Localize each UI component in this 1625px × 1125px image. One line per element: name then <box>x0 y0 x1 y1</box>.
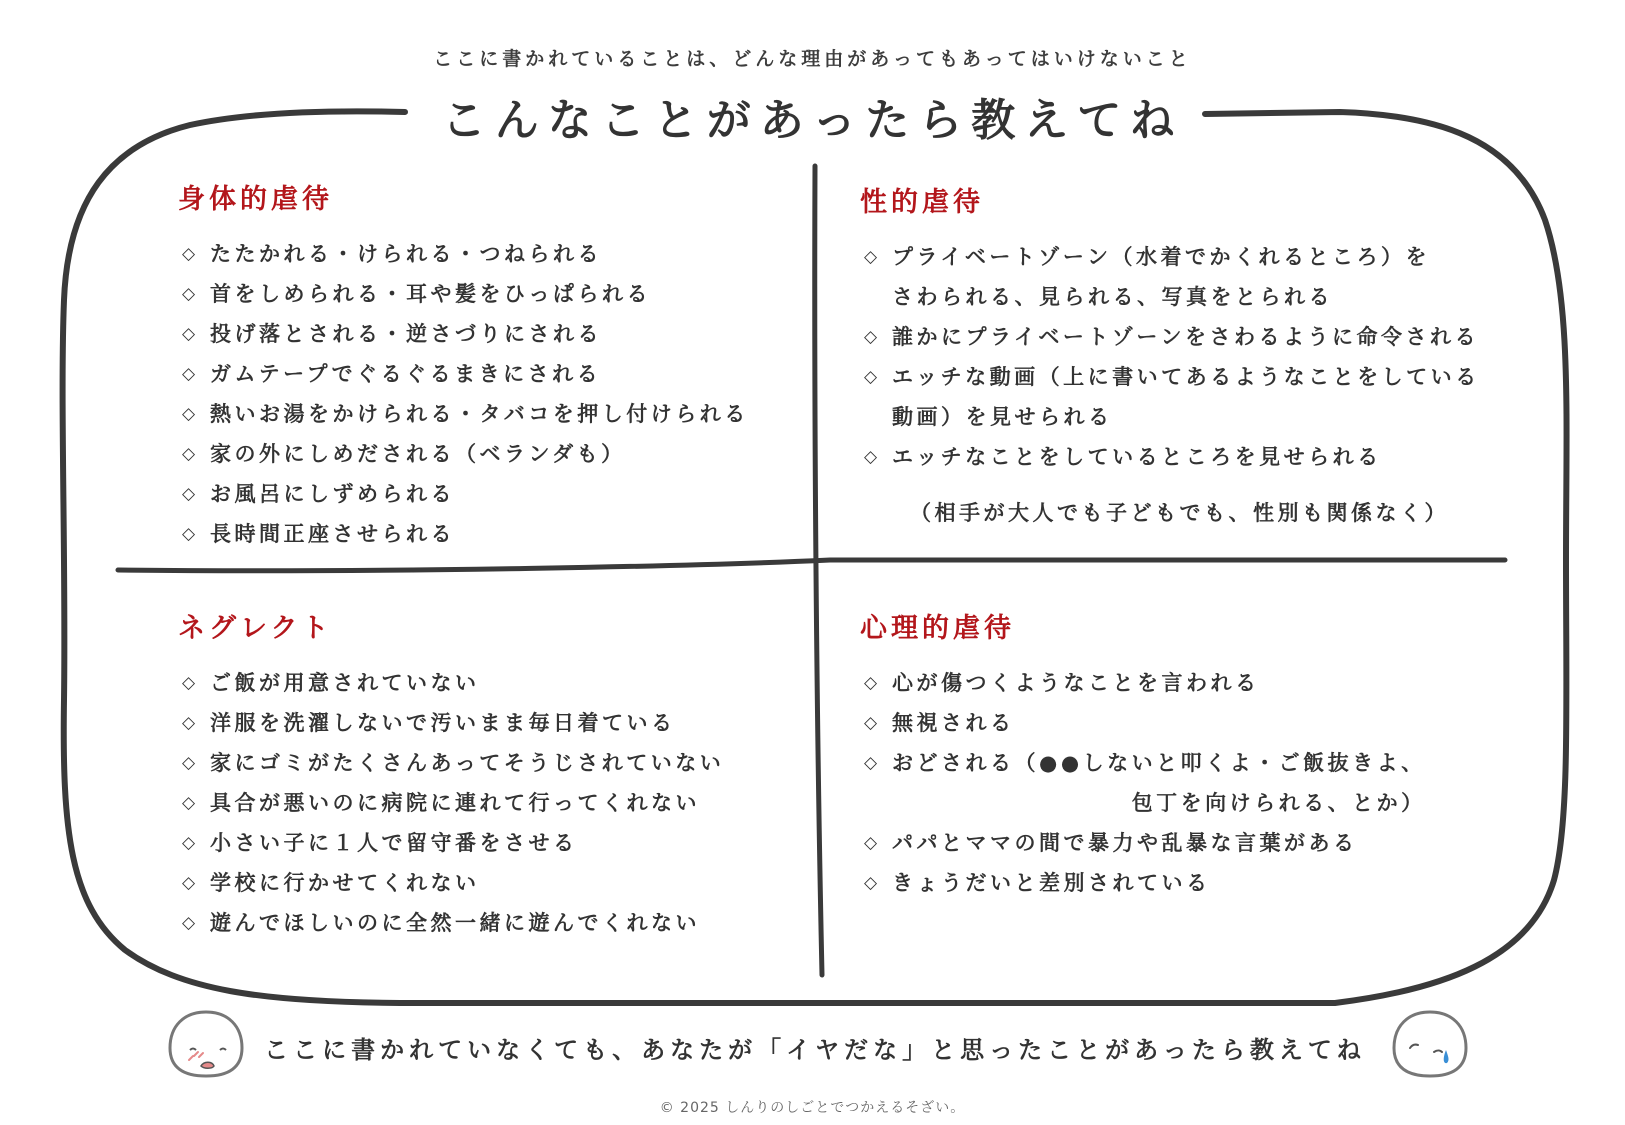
list-item: ◇ お風呂にしずめられる <box>178 474 749 514</box>
list-item: ◇ 洋服を洗濯しないで汚いまま毎日着ている <box>178 703 724 743</box>
diamond-bullet-icon: ◇ <box>864 753 881 773</box>
list-item: ◇ 家の外にしめだされる（ベランダも） <box>178 434 749 474</box>
section-title: 心理的虐待 <box>860 613 1015 644</box>
bottom-message: ここに書かれていなくても、あなたが「イヤだな」と思ったことがあったら教えてね <box>264 1036 1366 1064</box>
subtitle: ここに書かれていることは、どんな理由があってもあってはいけないこと <box>433 48 1192 70</box>
section-sexual-abuse <box>860 180 1480 527</box>
list-item: ◇ 無視される <box>860 703 1426 743</box>
item-list <box>178 663 724 943</box>
diamond-bullet-icon: ◇ <box>864 367 881 387</box>
list-item: ◇ 遊んでほしいのに全然一緒に遊んでくれない <box>178 903 724 943</box>
list-item: ◇ 誰かにプライベートゾーンをさわるように命令される <box>860 317 1480 357</box>
list-item: ◇ 心が傷つくようなことを言われる <box>860 663 1426 703</box>
diamond-bullet-icon: ◇ <box>182 753 199 773</box>
list-item: ◇ 長時間正座させられる <box>178 514 749 554</box>
diamond-bullet-icon: ◇ <box>182 364 199 384</box>
section-note: （相手が大人でも子どもでも、性別も関係なく） <box>910 501 1449 525</box>
list-item: ◇ きょうだいと差別されている <box>860 863 1426 903</box>
diamond-bullet-icon: ◇ <box>182 673 199 693</box>
list-item: ◇ たたかれる・けられる・つねられる <box>178 234 749 274</box>
diamond-bullet-icon: ◇ <box>182 913 199 933</box>
diamond-bullet-icon: ◇ <box>182 713 199 733</box>
list-item: ◇ プライベートゾーン（水着でかくれるところ）を さわられる、見られる、写真をとられる <box>860 237 1480 317</box>
section-title: ネグレクト <box>178 613 333 644</box>
horizontal-divider <box>118 560 1505 571</box>
list-item: ◇ パパとママの間で暴力や乱暴な言葉がある <box>860 823 1426 863</box>
section-physical-abuse <box>178 177 749 554</box>
copyright-text: © 2025 しんりのしごとでつかえるそざい。 <box>659 1100 966 1116</box>
item-list <box>178 234 749 554</box>
list-item: ◇ エッチなことをしているところを見せられる <box>860 437 1480 477</box>
list-item: ◇ 首をしめられる・耳や髪をひっぱられる <box>178 274 749 314</box>
section-title: 身体的虐待 <box>178 184 333 215</box>
diamond-bullet-icon: ◇ <box>182 404 199 424</box>
list-item: ◇ ガムテープでぐるぐるまきにされる <box>178 354 749 394</box>
diamond-bullet-icon: ◇ <box>864 327 881 347</box>
diamond-bullet-icon: ◇ <box>864 247 881 267</box>
diamond-bullet-icon: ◇ <box>182 324 199 344</box>
item-list <box>860 663 1426 903</box>
diamond-bullet-icon: ◇ <box>182 873 199 893</box>
list-item: ◇ エッチな動画（上に書いてあるようなことをしている 動画）を見せられる <box>860 357 1480 437</box>
diamond-bullet-icon: ◇ <box>182 484 199 504</box>
page-title: こんなことがあったら教えてね <box>441 95 1184 146</box>
sad-face-icon <box>166 1008 246 1080</box>
list-item: ◇ 学校に行かせてくれない <box>178 863 724 903</box>
diamond-bullet-icon: ◇ <box>864 873 881 893</box>
list-item: ◇ 家にゴミがたくさんあってそうじされていない <box>178 743 724 783</box>
diamond-bullet-icon: ◇ <box>182 793 199 813</box>
section-psychological-abuse <box>860 606 1426 903</box>
diamond-bullet-icon: ◇ <box>864 833 881 853</box>
diamond-bullet-icon: ◇ <box>182 524 199 544</box>
crying-face-icon <box>1390 1008 1470 1080</box>
diamond-bullet-icon: ◇ <box>182 833 199 853</box>
list-item: ◇ ご飯が用意されていない <box>178 663 724 703</box>
diamond-bullet-icon: ◇ <box>864 713 881 733</box>
vertical-divider <box>815 166 822 975</box>
section-neglect <box>178 606 724 943</box>
diamond-bullet-icon: ◇ <box>864 673 881 693</box>
list-item: ◇ 小さい子に１人で留守番をさせる <box>178 823 724 863</box>
item-list <box>860 237 1480 477</box>
list-item: ◇ おどされる（●●しないと叩くよ・ご飯抜きよ、 包丁を向けられる、とか） <box>860 743 1426 823</box>
diamond-bullet-icon: ◇ <box>864 447 881 467</box>
diamond-bullet-icon: ◇ <box>182 284 199 304</box>
section-title: 性的虐待 <box>860 187 984 218</box>
list-item: ◇ 具合が悪いのに病院に連れて行ってくれない <box>178 783 724 823</box>
diamond-bullet-icon: ◇ <box>182 244 199 264</box>
list-item: ◇ 投げ落とされる・逆さづりにされる <box>178 314 749 354</box>
list-item: ◇ 熱いお湯をかけられる・タバコを押し付けられる <box>178 394 749 434</box>
diamond-bullet-icon: ◇ <box>182 444 199 464</box>
